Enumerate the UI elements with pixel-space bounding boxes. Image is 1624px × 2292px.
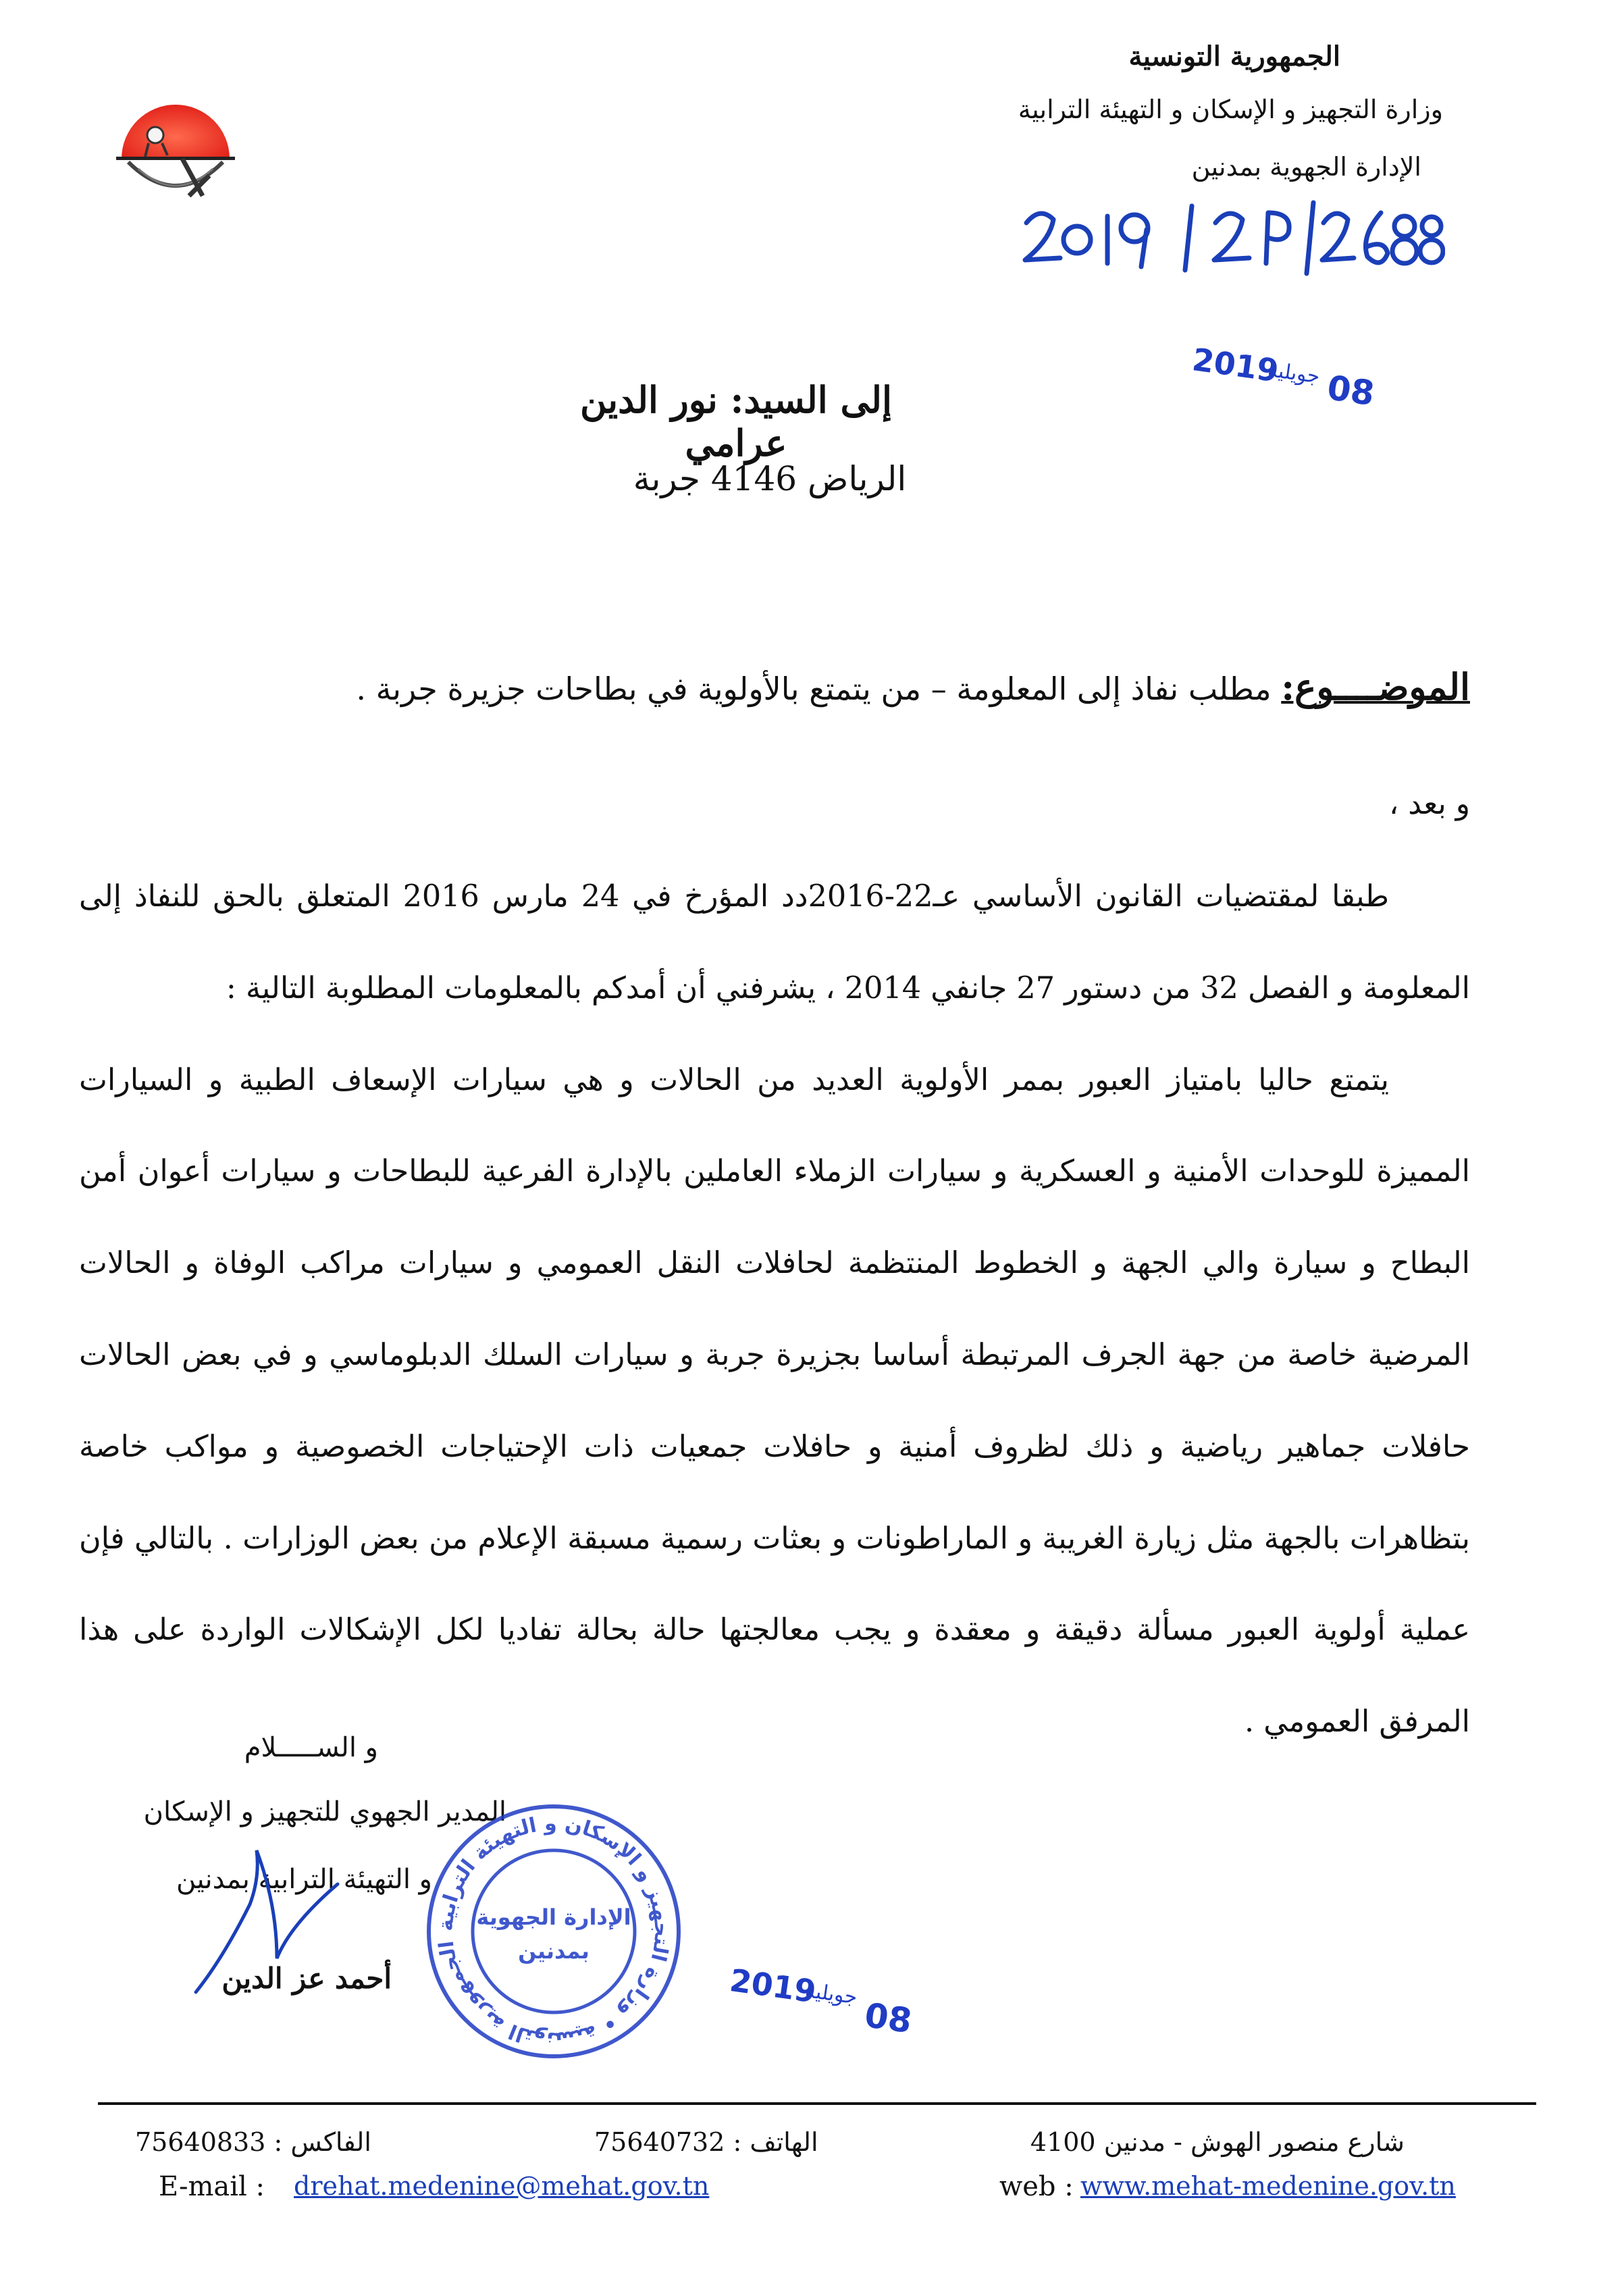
web-label: web : [999,2171,1074,2202]
official-seal [419,1796,689,2066]
signatory-name: أحمد عز الدين [221,1962,392,1995]
regional-directorate: الإدارة الجهوية بمدنين [1191,152,1421,182]
date-stamp-year: 2019 [1190,341,1281,390]
email-label: E-mail : [159,2171,265,2202]
date-stamp-day: 08 [1324,368,1377,414]
phone-label: الهاتف : [733,2127,818,2157]
fax-number: 75640833 [135,2127,266,2157]
country-name: الجمهورية التونسية [1128,41,1340,72]
fax-label: الفاكس : [273,2127,371,2157]
subject-label: الموضــــوع: [1281,665,1470,708]
recipient-address: الرياض 4146 جربة [633,459,907,498]
paragraph-priority-cases: يتمتع حاليا بامتياز العبور بممر الأولوية العديد من الحالات و هي سيارات الإسعاف الطبية و السيارات المميزة للوحدات الأمنية و العسكرية و سيارات الزملاء العاملين بالإدارة الفرعية للبطاحات و سيارات أعوان أمن البطاح و سيارة والي الجهة و الخطوط المنتظمة لحافلات النقل العمومي و سيارات مراكب الوفاة و الحالات المرضية خاصة من جهة الجرف المرتبطة أساسا بجزيرة جربة و سيارات السلك الدبلوماسي و في بعض الحالات حافلات جماهير رياضية و ذلك لظروف أمنية و حافلات جمعيات ذات الإحتياجات الخصوصية و مواكب خاصة بتظاهرات بالجهة مثل زيارة الغريبة و الماراطونات و بعثات رسمية مسبقة الإعلام من بعض الوزارات . بالتالي فإن عملية أولوية العبور مسألة دقيقة و معقدة و يجب معالجتها حالة بحالة تفاديا لكل الإشكالات الواردة على هذا المرفق العمومي . [79,1062,1471,1740]
ministry-logo [108,95,243,223]
date-stamp-month: جويلية [1266,358,1321,389]
recipient-name: إلى السيد: نور الدين عرامي [579,378,892,465]
handwritten-signature [182,1823,398,1999]
footer-address: شارع منصور الهوش - مدنين 4100 [1030,2127,1405,2157]
date-stamp-second-day: 08 [862,1996,914,2041]
paragraph-legal-basis: طبقا لمقتضيات القانون الأساسي عـ22-2016دد المؤرخ في 24 مارس 2016 المتعلق بالحق للنفاذ إلى المعلومة و الفصل 32 من دستور 27 جانفي 2014 ، يشرفني أن أمدكم بالمعلومات المطلوبة التالية : [79,879,1470,1006]
svg-text:الجمهورية التونسية • وزارة الت [434,1812,673,2052]
email-link[interactable]: drehat.medenine@mehat.gov.tn [294,2171,710,2201]
closing-salutation: و الســـــلام [244,1732,378,1763]
subject-line [255,665,1470,708]
handwritten-reference-number [1013,196,1445,277]
seal-inner-text-2: بمدنين [518,1938,590,1964]
signatory-title-line2: و التهيئة الترابية بمدنين [176,1864,432,1895]
footer-divider [98,2102,1536,2105]
website-link[interactable]: www.mehat-medenine.gov.tn [1080,2171,1456,2201]
phone-number: 75640732 [594,2127,725,2157]
date-stamp-second-month: جويلية [804,1979,859,2010]
greeting: و بعد ، [1389,787,1470,821]
seal-outer-text: الجمهورية التونسية • وزارة التجهيز و الإسكان و التهيئة الترابية [434,1811,674,2052]
date-stamp-second-year: 2019 [727,1962,818,2010]
letter-body [79,851,1470,1768]
signatory-title-line1: المدير الجهوي للتجهيز و الإسكان [143,1796,506,1827]
date-stamp-second [727,1962,949,2056]
seal-inner-text-1: الإدارة الجهوية [476,1904,631,1930]
footer-phone [594,2127,818,2157]
date-stamp [1190,341,1411,422]
subject-text: مطلب نفاذ إلى المعلومة – من يتمتع بالأولوية في بطاحات جزيرة جربة . [356,671,1272,707]
footer-fax [135,2127,371,2157]
ministry-name: وزارة التجهيز و الإسكان و التهيئة الترابية [1018,95,1443,124]
